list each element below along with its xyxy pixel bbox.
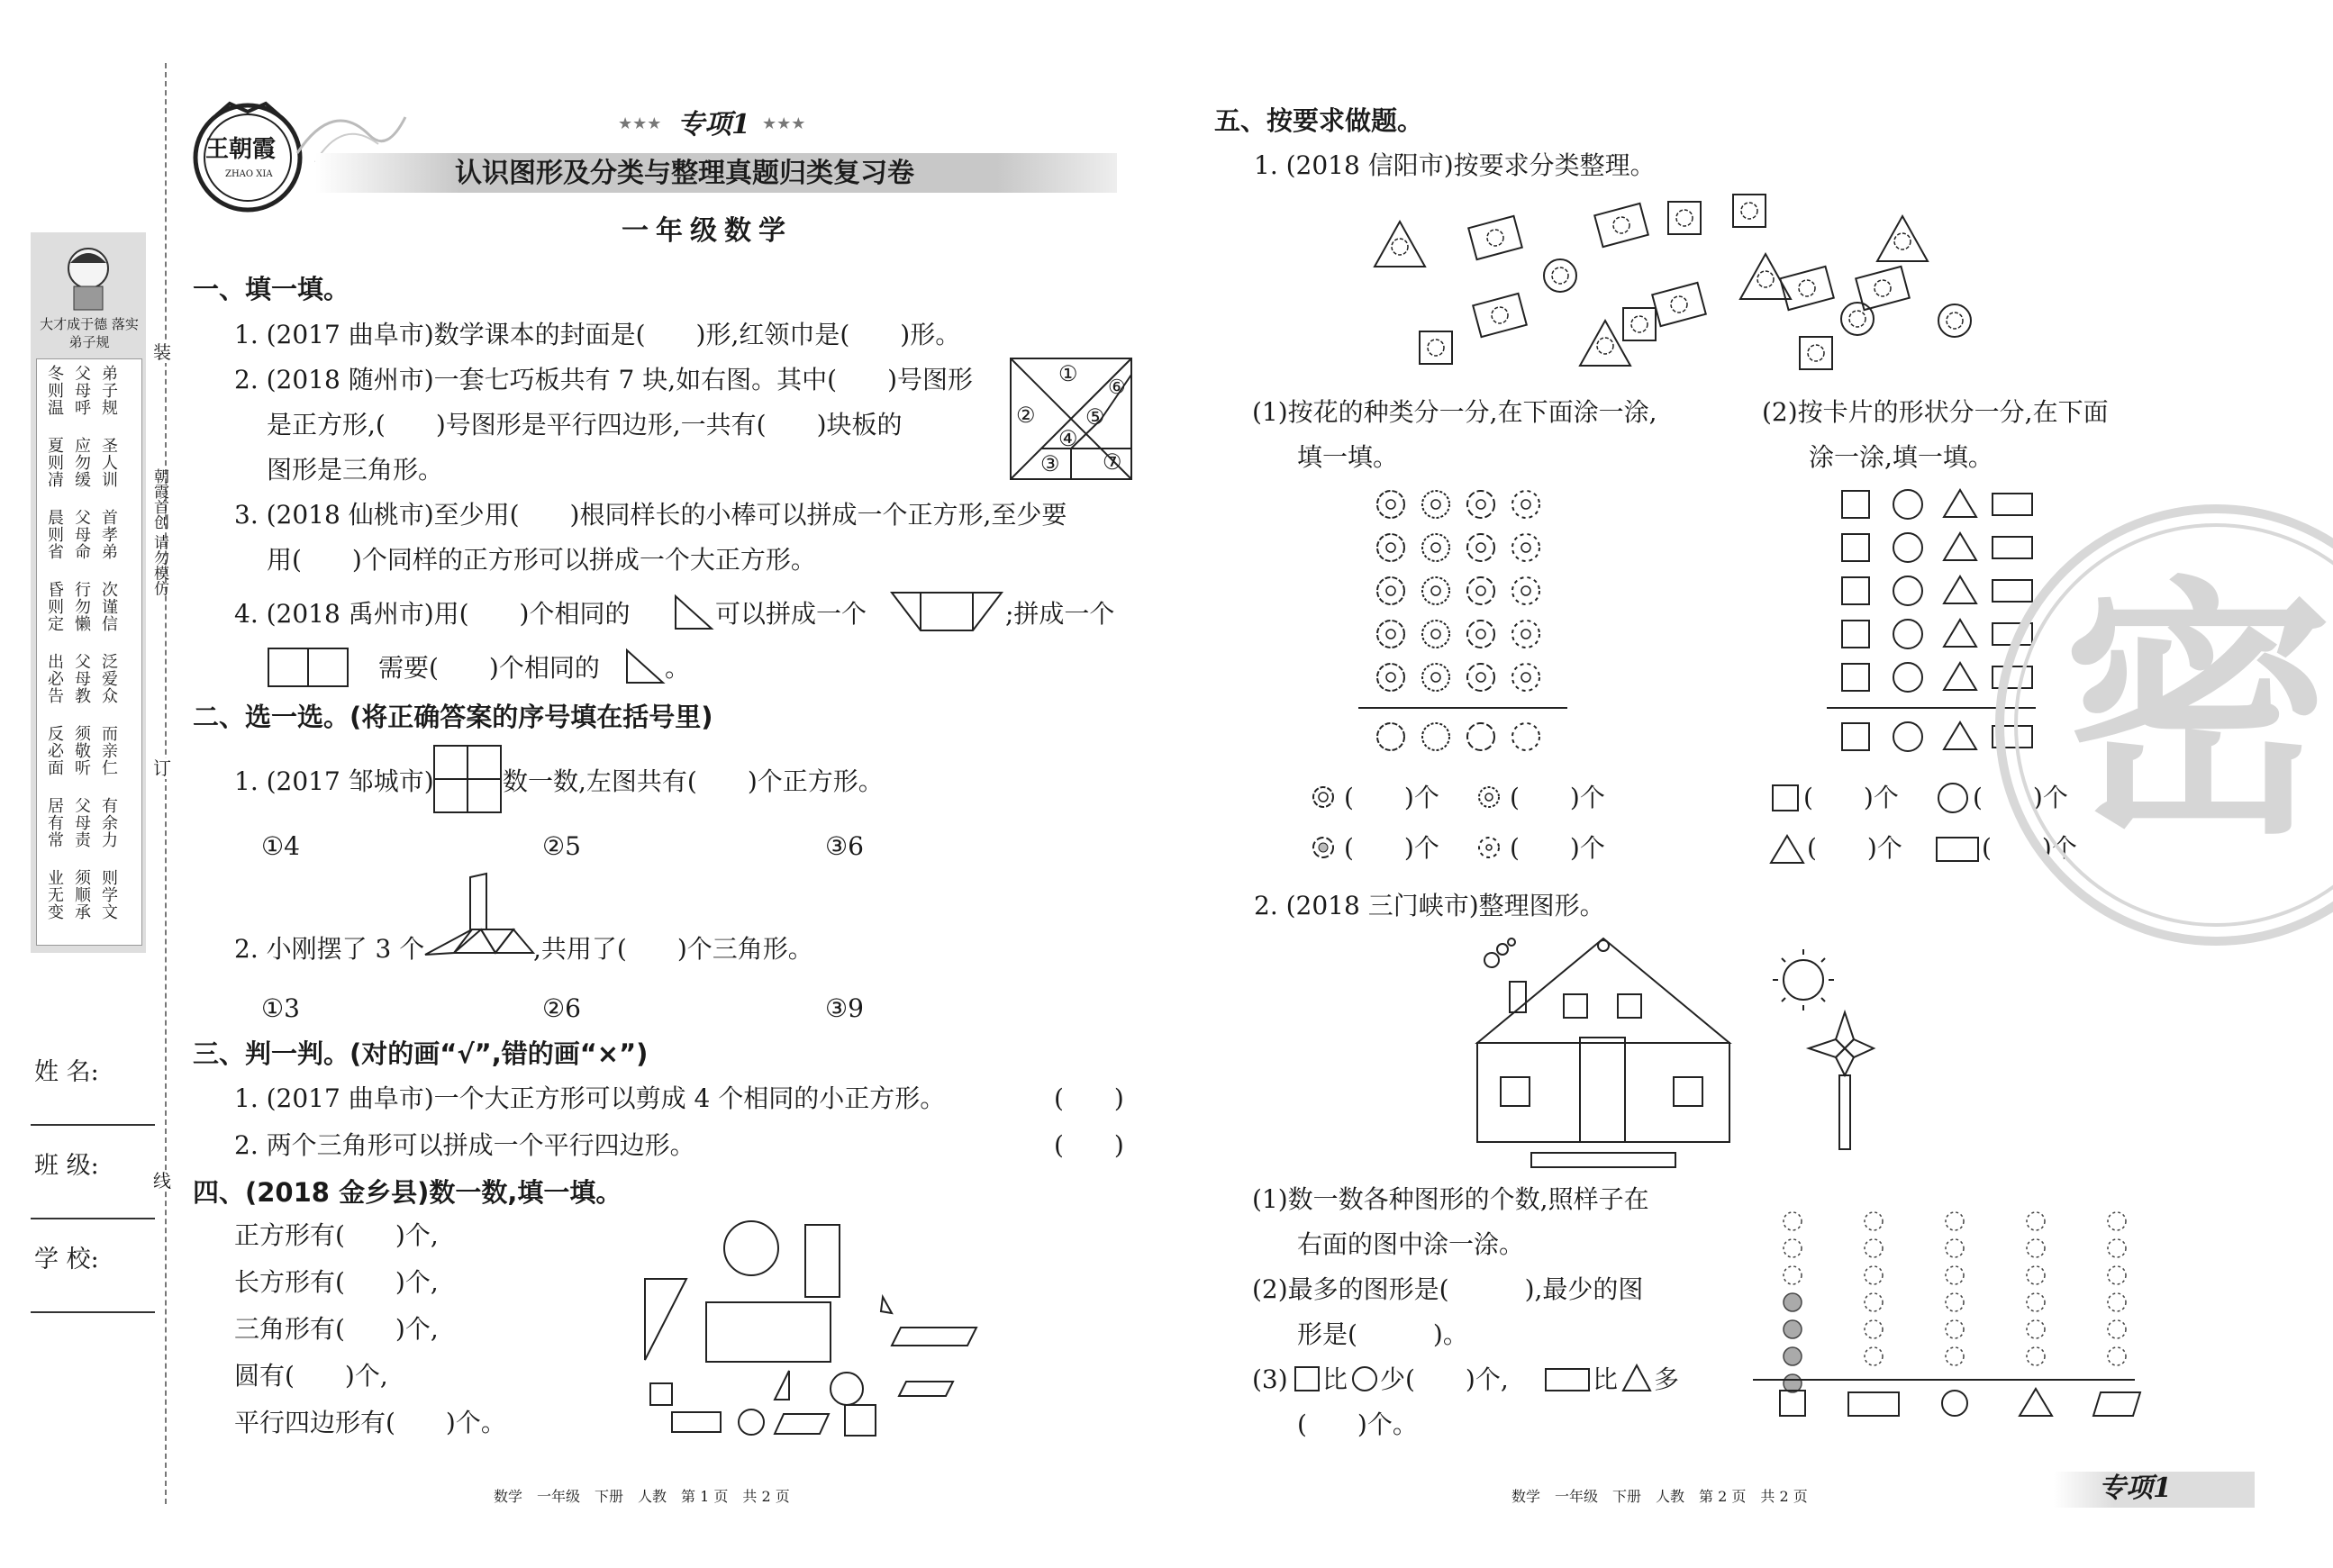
- tangram-label-3: ③: [1040, 451, 1060, 476]
- poem-column: 父母教: [75, 653, 91, 706]
- tally-dot-filled[interactable]: [1784, 1293, 1802, 1311]
- tally-dot[interactable]: [1784, 1239, 1802, 1257]
- tally-dot-filled[interactable]: [1784, 1347, 1802, 1365]
- shape-cell[interactable]: [1842, 664, 1869, 691]
- flower-center: [1521, 500, 1530, 509]
- tally-dot[interactable]: [2108, 1320, 2126, 1338]
- circle-count: ( )个: [1973, 783, 2068, 812]
- section3-heading: 三、判一判。(对的画“√”,错的画“×”): [193, 1038, 649, 1069]
- poem-column: 业无变: [48, 869, 64, 922]
- tally-key-shape: [1780, 1391, 1805, 1416]
- flower-cell[interactable]: [1512, 577, 1539, 604]
- tally-dot[interactable]: [1865, 1239, 1883, 1257]
- poem-column: 父母命: [75, 509, 91, 562]
- s2-q1-option-a: ①4: [261, 831, 300, 861]
- s2-q1-option-c: ③6: [825, 831, 864, 861]
- flower-cell[interactable]: [1467, 491, 1494, 518]
- triangle-icon: [1769, 834, 1805, 865]
- s5-q1-sub1b: 填一填。: [1297, 442, 1399, 472]
- small-rectangle-icon: [1544, 1367, 1591, 1392]
- card-shape: [1468, 216, 1522, 259]
- shape-cell[interactable]: [1944, 490, 1976, 517]
- card-shape: [1652, 283, 1706, 326]
- section1-heading: 一、填一填。: [193, 274, 350, 304]
- s5-q1: 1. (2018 信阳市)按要求分类整理。: [1254, 150, 1656, 180]
- flower-center: [1521, 630, 1530, 639]
- poem-column: 弟子规: [102, 365, 118, 418]
- square-count: ( )个: [1803, 783, 1899, 812]
- s1-q2c: 图形是三角形。: [267, 455, 444, 485]
- s3-q2-answer: ( ): [1054, 1130, 1124, 1160]
- flower-c-icon: [1308, 832, 1339, 863]
- school-underline: [31, 1311, 155, 1313]
- card-flower: [1947, 313, 1963, 329]
- flower-cell[interactable]: [1422, 577, 1449, 604]
- section2-heading: 二、选一选。(将正确答案的序号填在括号里): [193, 702, 713, 732]
- tally-dot[interactable]: [1865, 1320, 1883, 1338]
- tally-dot[interactable]: [2027, 1347, 2045, 1365]
- s5-q2-sub3a: (3): [1252, 1364, 1288, 1394]
- tally-dot[interactable]: [2027, 1293, 2045, 1311]
- shape-cell[interactable]: [1893, 663, 1922, 692]
- shape-cell[interactable]: [1893, 620, 1922, 648]
- shape-key: [1944, 722, 1976, 749]
- shape-key: [1893, 722, 1922, 751]
- card-flower: [1492, 307, 1508, 323]
- flower-cell[interactable]: [1377, 534, 1404, 561]
- card-shape: [1841, 303, 1874, 335]
- small-circle-icon: [1351, 1365, 1378, 1392]
- tally-key-shape: [2093, 1392, 2140, 1416]
- name-label: 姓 名:: [34, 1058, 99, 1086]
- s5-q2-sub1a: (1)数一数各种图形的个数,照样子在: [1252, 1184, 1649, 1214]
- flower-center: [1386, 673, 1395, 682]
- s5-q2-sub2a: (2)最多的图形是( ),最少的图: [1252, 1274, 1644, 1304]
- s1-q4e: 。: [665, 653, 691, 683]
- flower-key: [1467, 723, 1494, 750]
- flower-center: [1431, 500, 1440, 509]
- s5-q2-sub1b: 右面的图中涂一涂。: [1297, 1229, 1525, 1259]
- poem-column: 夏则凊: [48, 437, 64, 490]
- poem-column: 而亲仁: [102, 725, 118, 778]
- flower-cell[interactable]: [1422, 664, 1449, 691]
- shape-cell[interactable]: [1944, 620, 1976, 647]
- class-label: 班 级:: [34, 1152, 99, 1180]
- card-flower: [1875, 280, 1891, 296]
- name-underline: [31, 1124, 155, 1126]
- flower-center: [1476, 673, 1485, 682]
- poem-column: 泛爱众: [102, 653, 118, 706]
- poem-column: 居有常: [48, 797, 64, 850]
- s5-q1-sub2a: (2)按卡片的形状分一分,在下面: [1762, 397, 2109, 427]
- flower-center: [1521, 543, 1530, 552]
- tangram-label-5: ⑤: [1085, 404, 1105, 430]
- s1-q2b: 是正方形,( )号图形是平行四边形,一共有( )块板的: [267, 410, 903, 440]
- s5-q2-sub3b: 比: [1322, 1364, 1348, 1394]
- s2-q2-option-c: ③9: [825, 993, 864, 1023]
- logo-subtext: ZHAO XIA: [225, 169, 273, 179]
- flower-d-count: ( )个: [1510, 833, 1605, 863]
- main-title: 认识图形及分类与整理真题归类复习卷: [455, 158, 914, 189]
- flower-d-icon: [1474, 832, 1504, 863]
- small-triangle-icon: [1621, 1364, 1652, 1392]
- s4-line-5: 平行四边形有( )个。: [234, 1408, 506, 1437]
- poem-column: 反必面: [48, 725, 64, 778]
- boat-figure: [423, 874, 535, 973]
- poem-column: 出必告: [48, 653, 64, 706]
- s5-q2-sub3f: ( )个。: [1297, 1409, 1418, 1439]
- flower-center: [1521, 673, 1530, 682]
- flower-b-icon: [1474, 782, 1504, 812]
- house-figure: [1474, 937, 1735, 1169]
- shape-cell[interactable]: [1944, 663, 1976, 690]
- poem-column: 父母呼: [75, 365, 91, 418]
- poem-column: 则学文: [102, 869, 118, 922]
- flower-cell[interactable]: [1377, 664, 1404, 691]
- stars-left: ★★★: [618, 114, 662, 133]
- flower-cell[interactable]: [1377, 621, 1404, 648]
- tally-dot[interactable]: [1946, 1347, 1964, 1365]
- flower-center: [1386, 586, 1395, 595]
- rectangle-count: ( )个: [1982, 833, 2077, 863]
- flower-center: [1431, 543, 1440, 552]
- s2-q1b: 数一数,左图共有( )个正方形。: [503, 766, 884, 796]
- flower-c-count: ( )个: [1344, 833, 1439, 863]
- flower-cell[interactable]: [1512, 534, 1539, 561]
- shape-cell[interactable]: [1842, 491, 1869, 518]
- shape-cell[interactable]: [1893, 490, 1922, 519]
- section4-heading: 四、(2018 金乡县)数一数,填一填。: [193, 1177, 622, 1208]
- tally-dot[interactable]: [2108, 1347, 2126, 1365]
- tally-dot[interactable]: [1865, 1212, 1883, 1230]
- flower-cell[interactable]: [1377, 491, 1404, 518]
- stamp-character: 密: [2063, 552, 2333, 870]
- flower-cell[interactable]: [1467, 664, 1494, 691]
- flower-a-count: ( )个: [1344, 783, 1439, 812]
- footer-left: 数学 一年级 下册 人教 第 1 页 共 2 页: [494, 1488, 790, 1505]
- windmill-figure: [1767, 949, 1875, 1156]
- s2-q2-option-a: ①3: [261, 993, 300, 1023]
- s4-line-2: 长方形有( )个,: [234, 1267, 439, 1297]
- tally-dot[interactable]: [2108, 1293, 2126, 1311]
- cards-scatter-figure: [1351, 189, 1982, 382]
- s1-q4c: ;拼成一个: [1005, 599, 1115, 629]
- shape-cell[interactable]: [1842, 577, 1869, 604]
- flower-cell[interactable]: [1467, 534, 1494, 561]
- tally-key-shape: [2020, 1389, 2052, 1416]
- tally-dot[interactable]: [2027, 1212, 2045, 1230]
- card-shape: [1780, 267, 1834, 310]
- flower-b-count: ( )个: [1510, 783, 1605, 812]
- subtitle: 一年级数学: [622, 215, 793, 247]
- tangram-label-4: ④: [1058, 426, 1078, 451]
- card-flower: [1757, 271, 1774, 287]
- s5-q2-sub3c: 少( )个,: [1380, 1364, 1509, 1394]
- card-flower: [1613, 217, 1629, 233]
- child-illustration: [52, 241, 124, 313]
- tally-dot[interactable]: [1784, 1212, 1802, 1230]
- poem-column: 圣人训: [102, 437, 118, 490]
- card-flower: [1671, 296, 1687, 313]
- tally-dot[interactable]: [1865, 1293, 1883, 1311]
- flower-center: [1476, 543, 1485, 552]
- s1-q2a: 2. (2018 随州市)一套七巧板共有 7 块,如右图。其中( )号图形: [234, 365, 973, 394]
- card-flower: [1597, 338, 1613, 354]
- s5-q2: 2. (2018 三门峡市)整理图形。: [1254, 891, 1605, 920]
- flower-center: [1476, 586, 1485, 595]
- card-shape: [1375, 222, 1425, 267]
- s1-q4d: 需要( )个相同的: [378, 653, 600, 683]
- shape-cell[interactable]: [1893, 533, 1922, 562]
- flower-cell[interactable]: [1377, 577, 1404, 604]
- tally-dot[interactable]: [2027, 1266, 2045, 1284]
- tally-dot[interactable]: [2027, 1320, 2045, 1338]
- shape-cell[interactable]: [1842, 621, 1869, 648]
- s1-q4b: 可以拼成一个: [715, 599, 867, 629]
- poem-column: 有余力: [102, 797, 118, 850]
- shape-cell[interactable]: [1893, 576, 1922, 605]
- s4-line-4: 圆有( )个,: [234, 1361, 388, 1391]
- small-right-triangle-icon: [674, 594, 713, 630]
- card-flower: [1392, 239, 1408, 255]
- flower-cell[interactable]: [1422, 491, 1449, 518]
- tangram-label-6: ⑥: [1108, 376, 1126, 399]
- s2-q1a: 1. (2017 邹城市): [234, 766, 434, 796]
- tally-dot[interactable]: [2108, 1239, 2126, 1257]
- s5-q1-sub2b: 涂一涂,填一填。: [1809, 442, 1993, 472]
- tally-dot[interactable]: [1946, 1239, 1964, 1257]
- card-flower: [1552, 267, 1568, 284]
- card-shape: [1594, 204, 1648, 247]
- footer-right: 数学 一年级 下册 人教 第 2 页 共 2 页: [1511, 1488, 1808, 1505]
- flower-cell[interactable]: [1512, 491, 1539, 518]
- flower-cell[interactable]: [1467, 621, 1494, 648]
- card-shape: [1420, 331, 1452, 364]
- tally-dot[interactable]: [2027, 1239, 2045, 1257]
- tally-key-shape: [1942, 1391, 1967, 1416]
- poem-column: 晨则省: [48, 509, 64, 562]
- flower-center: [1386, 543, 1395, 552]
- footer-tag: 专项1: [2099, 1473, 2172, 1504]
- flower-a-icon: [1308, 782, 1339, 812]
- card-flower: [1428, 340, 1444, 356]
- flower-center: [1386, 630, 1395, 639]
- card-shape: [1800, 337, 1832, 369]
- s3-q1: 1. (2017 曲阜市)一个大正方形可以剪成 4 个相同的小正方形。: [234, 1083, 946, 1113]
- flower-center: [1431, 673, 1440, 682]
- poem-column: 次谨信: [102, 581, 118, 634]
- card-flower: [1799, 280, 1815, 296]
- s1-q4a: 4. (2018 禹州市)用( )个相同的: [234, 599, 631, 629]
- section5-heading: 五、按要求做题。: [1214, 105, 1424, 136]
- card-shape: [1877, 216, 1928, 261]
- card-shape: [1473, 294, 1527, 337]
- card-flower: [1849, 311, 1865, 327]
- tangram-label-1: ①: [1058, 361, 1078, 386]
- tally-dot[interactable]: [2108, 1266, 2126, 1284]
- rectangle-icon: [1935, 836, 1980, 863]
- tally-key-shape: [1848, 1392, 1899, 1416]
- flower-center: [1521, 586, 1530, 595]
- two-squares-figure: [267, 647, 349, 688]
- poem-column: 须顺承: [75, 869, 91, 922]
- shape-cell[interactable]: [1842, 534, 1869, 561]
- shape-cell[interactable]: [1944, 533, 1976, 560]
- poem-column: 首孝弟: [102, 509, 118, 562]
- flower-key: [1377, 723, 1404, 750]
- s3-q1-answer: ( ): [1054, 1083, 1124, 1113]
- side-note: 朝霞首创 请勿模仿: [150, 468, 168, 596]
- s1-q1: 1. (2017 曲阜市)数学课本的封面是( )形,红领巾是( )形。: [234, 320, 961, 349]
- motto: 大才成于德 落实弟子规: [40, 316, 139, 350]
- small-right-triangle-icon-2: [625, 648, 665, 684]
- class-underline: [31, 1218, 155, 1219]
- card-flower: [1894, 233, 1911, 249]
- card-flower: [1631, 316, 1648, 332]
- flower-center: [1386, 500, 1395, 509]
- flower-key: [1512, 723, 1539, 750]
- tally-dot-filled[interactable]: [1784, 1320, 1802, 1338]
- tally-dot[interactable]: [1946, 1293, 1964, 1311]
- binding-line: [165, 63, 167, 1504]
- triangle-count: ( )个: [1807, 833, 1902, 863]
- s5-q2-sub2b: 形是( )。: [1297, 1319, 1468, 1349]
- card-shape: [1733, 195, 1766, 227]
- flower-cell[interactable]: [1512, 621, 1539, 648]
- binding-mark-2: 订: [153, 757, 171, 779]
- card-flower: [1741, 203, 1757, 219]
- binding-mark-1: 装: [153, 341, 171, 363]
- tally-dot[interactable]: [1865, 1347, 1883, 1365]
- poem-column: 冬则温: [48, 365, 64, 418]
- poem-column: 昏则定: [48, 581, 64, 634]
- poem-column: 行勿懒: [75, 581, 91, 634]
- s5-q2-sub3d: 比: [1593, 1364, 1619, 1394]
- series-badge: 专项1: [677, 109, 750, 140]
- s1-q3a: 3. (2018 仙桃市)至少用( )根同样长的小棒可以拼成一个正方形,至少要: [234, 500, 1067, 530]
- tangram-label-7: ⑦: [1103, 449, 1122, 475]
- card-shape: [1938, 304, 1971, 337]
- flower-key: [1422, 723, 1449, 750]
- tally-dot[interactable]: [2108, 1212, 2126, 1230]
- s3-q2: 2. 两个三角形可以拼成一个平行四边形。: [234, 1130, 695, 1160]
- flower-center: [1431, 630, 1440, 639]
- tally-dot[interactable]: [1946, 1212, 1964, 1230]
- shapes-count-figure: [631, 1216, 1027, 1446]
- s4-line-1: 正方形有( )个,: [234, 1220, 439, 1250]
- tally-dot[interactable]: [1946, 1266, 1964, 1284]
- poem-column: 应勿缓: [75, 437, 91, 490]
- card-flower: [1808, 345, 1824, 361]
- s4-line-3: 三角形有( )个,: [234, 1314, 439, 1344]
- small-square-icon: [1294, 1365, 1321, 1392]
- shape-cell[interactable]: [1944, 576, 1976, 603]
- s1-q3b: 用( )个同样的正方形可以拼成一个大正方形。: [267, 545, 816, 575]
- flower-cell[interactable]: [1467, 577, 1494, 604]
- card-shape: [1544, 259, 1576, 292]
- s2-q2a: 2. 小刚摆了 3 个: [234, 934, 425, 964]
- shape-bar-tally: [1747, 1203, 2144, 1419]
- s5-q1-sub1a: (1)按花的种类分一分,在下面涂一涂,: [1252, 397, 1657, 427]
- logo-text: 王朝霞: [205, 136, 277, 163]
- stars-right: ★★★: [762, 114, 806, 133]
- flower-cell[interactable]: [1422, 534, 1449, 561]
- flower-tally-grid: [1355, 483, 1571, 762]
- school-label: 学 校:: [34, 1246, 99, 1273]
- binding-mark-3: 线: [153, 1170, 171, 1192]
- flower-center: [1476, 500, 1485, 509]
- tally-dot[interactable]: [1865, 1266, 1883, 1284]
- tangram-label-2: ②: [1016, 403, 1036, 428]
- flower-cell[interactable]: [1512, 664, 1539, 691]
- card-shape: [1668, 202, 1701, 234]
- s2-q2b: ,共用了( )个三角形。: [533, 934, 813, 964]
- flower-cell[interactable]: [1422, 621, 1449, 648]
- tally-dot[interactable]: [1946, 1320, 1964, 1338]
- poem-column: 须敬听: [75, 725, 91, 778]
- flower-center: [1431, 586, 1440, 595]
- card-flower: [1676, 210, 1693, 226]
- trapezoid-figure: [890, 591, 1003, 632]
- s5-q2-sub3e: 多: [1654, 1364, 1680, 1394]
- card-flower: [1487, 230, 1503, 246]
- poem-column: 父母责: [75, 797, 91, 850]
- four-squares-figure: [432, 744, 503, 814]
- square-icon: [1771, 784, 1800, 812]
- circle-icon: [1937, 782, 1969, 814]
- tally-dot[interactable]: [1784, 1266, 1802, 1284]
- card-shape: [1623, 308, 1656, 340]
- s2-q2-option-b: ②6: [542, 993, 581, 1023]
- flower-center: [1476, 630, 1485, 639]
- shape-key: [1842, 723, 1869, 750]
- s2-q1-option-b: ②5: [542, 831, 581, 861]
